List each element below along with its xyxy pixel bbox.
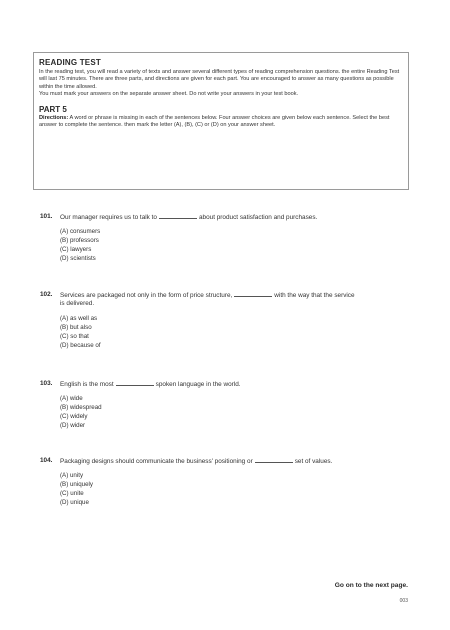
question-number: 104. [40, 457, 53, 464]
answer-blank [255, 457, 293, 463]
option-c: (C) unite [60, 490, 84, 498]
option-b: (B) widespread [60, 404, 102, 412]
option-a: (A) consumers [60, 228, 101, 236]
question-text-before: English is the most [60, 381, 114, 388]
question-text [60, 213, 420, 222]
option-c: (C) widely [60, 413, 88, 421]
next-page-note: Go on to the next page. [334, 582, 408, 589]
question-104 [40, 457, 420, 507]
instructions-box [33, 52, 409, 190]
page-number: 003 [399, 598, 408, 604]
question-text-after: spoken language in the world. [155, 381, 241, 388]
instructions-paragraph-1: In the reading test, you will read a variety of texts and answer several different types of reading comprehension questions. the entire Reading Test will last 75 minutes. There are three parts, and directions are given for each part. You are encouraged to answer as many questions as possible within the time allowed. [39, 69, 400, 90]
question-number: 101. [40, 213, 53, 220]
question-number: 103. [40, 380, 53, 387]
reading-test-title: READING TEST [39, 58, 101, 67]
question-103 [40, 380, 420, 430]
question-101 [40, 213, 420, 263]
question-text-after: about product satisfaction and purchases. [198, 214, 318, 221]
instructions-paragraph-2: You must mark your answers on the separate answer sheet. Do not write your answers in your test book. [39, 91, 299, 98]
question-text-before: Packaging designs should communicate the business' positioning or [60, 458, 253, 465]
option-b: (B) uniquely [60, 481, 94, 489]
question-text-after: set of values. [294, 458, 333, 465]
option-b: (B) professors [60, 237, 99, 245]
answer-options [60, 394, 420, 430]
answer-blank [116, 380, 154, 386]
part-title: PART 5 [39, 104, 67, 114]
part-directions [39, 115, 403, 130]
answer-blank [234, 291, 272, 297]
question-102 [40, 291, 420, 350]
directions-label: Directions: [39, 114, 69, 121]
option-a: (A) as well as [60, 314, 98, 322]
option-c: (C) lawyers [60, 246, 92, 254]
option-d: (D) wider [60, 422, 86, 430]
directions-text: A word or phrase is missing in each of the sentences below. Four answer choices are given below each sentence. Select the best answer to complete the sentence. then mark the letter (A), (B), (C) or (D) on your answer sheet. [39, 114, 390, 129]
option-a: (A) unity [60, 472, 84, 480]
answer-options [60, 471, 420, 507]
option-d: (D) unique [60, 499, 89, 507]
answer-options [60, 227, 420, 263]
option-d: (D) scientists [60, 255, 96, 263]
question-text [60, 380, 420, 389]
question-number: 102. [40, 291, 53, 298]
question-text [60, 457, 400, 466]
option-a: (A) wide [60, 395, 83, 403]
option-d: (D) because of [60, 341, 101, 349]
answer-blank [159, 213, 197, 219]
question-text-after: with the way that the service is delivered. [60, 292, 355, 308]
option-b: (B) but also [60, 323, 92, 331]
answer-options [60, 314, 420, 350]
option-c: (C) so that [60, 332, 89, 340]
question-text [60, 291, 360, 309]
question-text-before: Services are packaged not only in the form of price structure, [60, 292, 233, 299]
question-text-before: Our manager requires us to talk to [60, 214, 157, 221]
